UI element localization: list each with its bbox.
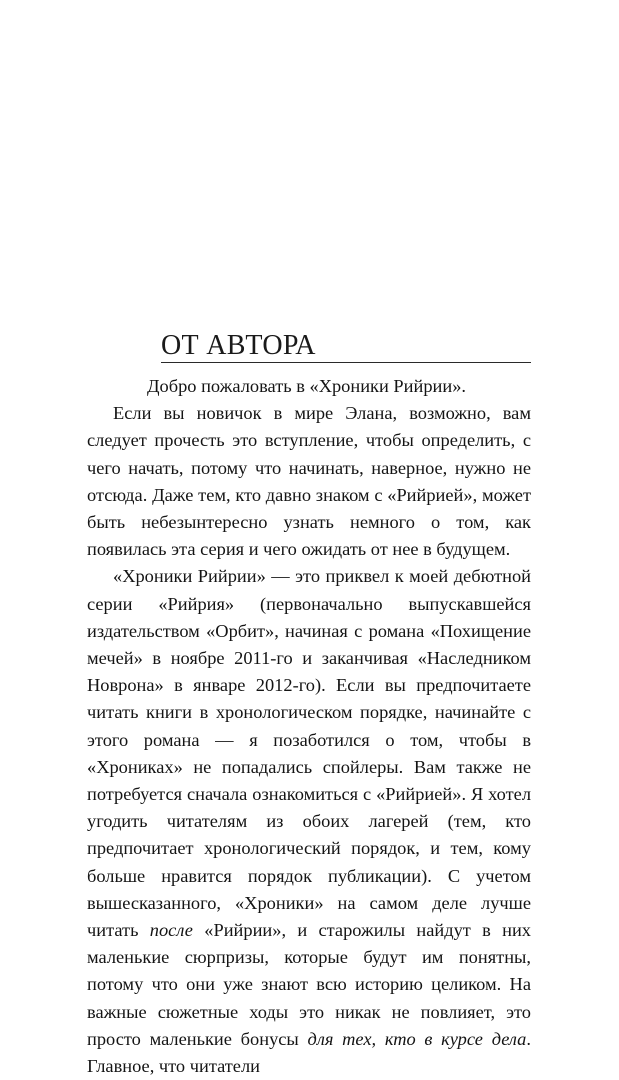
paragraph-2-italic-1: после (149, 920, 193, 941)
paragraph-1: Если вы новичок в мире Элана, возможно, вам следует прочесть это вступление, чтобы определить, с чего начать, потому что начинать, наверное, нужно не отсюда. Даже тем, кто давно знаком с «Рийрией», может быть небезынтересно узнать немного о том, как появилась эта серия и чего ожидать от нее в будущем. (87, 403, 531, 560)
paragraph-2-italic-2: для тех, кто в курсе дела (307, 1028, 527, 1049)
chapter-heading: ОТ АВТОРА (161, 330, 316, 361)
body-text (87, 373, 531, 1080)
paragraph-2-text-3: . Главное, что читатели (87, 1028, 531, 1077)
greeting-line: Добро пожаловать в «Хроники Рийрии». (147, 376, 467, 396)
paragraph-2 (87, 563, 531, 1080)
paragraph-2-text-1: «Хроники Рийрии» — это приквел к моей дебютной серии «Рийрия» (первоначально выпускавшейся издательством «Орбит», начиная с романа «Похищение мечей» в ноябре 2011-го и заканчивая «Наследником Новрона» в январе 2012-го). Если вы предпочитаете читать книги в хронологическом порядке, начинайте с этого романа — я позаботился о том, чтобы в «Хрониках» не попадались спойлеры. Вам также не потребуется сначала ознакомиться с «Рийрией». Я хотел угодить читателям из обоих лагерей (тем, кто предпочитает хронологический порядок, и тем, кому больше нравится порядок публикации). С учетом вышесказанного, «Хроники» на самом деле лучше читать (87, 566, 531, 941)
paragraph-2-text-2: «Рийрии», и старожилы найдут в них маленькие сюрпризы, которые будут им понятны, потому что они уже знают всю историю целиком. На важные сюжетные ходы это никак не повлияет, это просто маленькие бонусы (87, 920, 531, 1049)
heading-rule (161, 362, 531, 363)
